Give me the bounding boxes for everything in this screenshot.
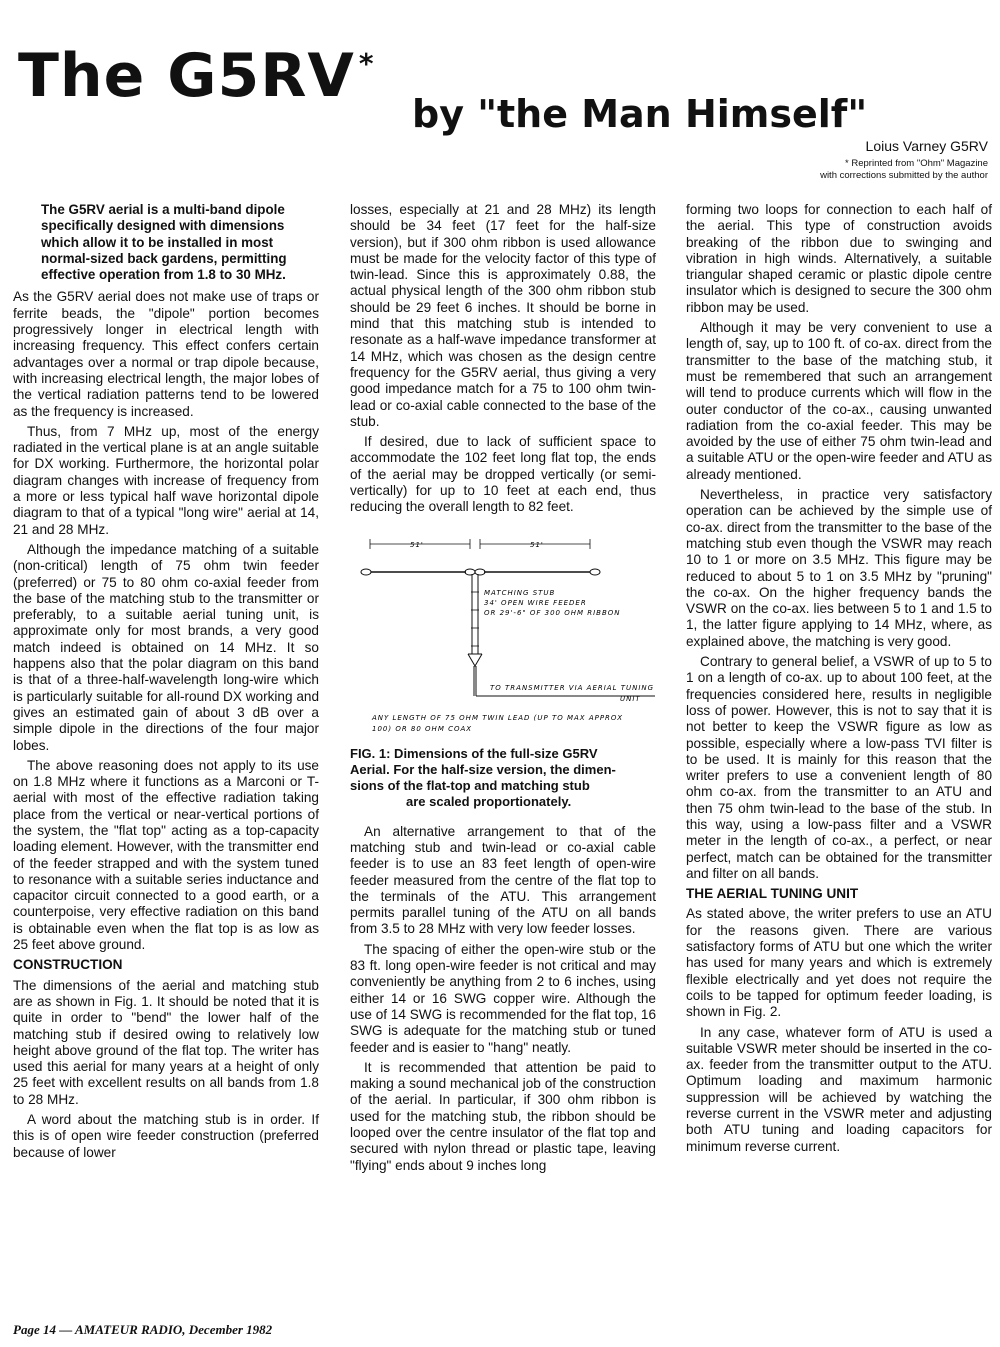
antenna-diagram xyxy=(350,524,656,744)
left-dimension-label: 51' xyxy=(410,540,424,549)
paragraph: If desired, due to lack of sufficient space to accommodate the 102 feet long flat top, the ends of the aerial may be dropped vertically (or semi-vertically) for up to 10 feet at each end, thus reducing the overall length to 82 feet. xyxy=(350,434,656,515)
caption-line-3: sions of the flat-top and matching stub xyxy=(350,777,590,793)
section-heading-construction: CONSTRUCTION xyxy=(13,957,123,973)
stub-label-1: MATCHING STUB xyxy=(484,588,556,597)
paragraph: The dimensions of the aerial and matching stub are as shown in Fig. 1. It should be noted that it is quite in order to "bend" the lower half of the matching stub if desired owing to relatively low height above ground of the flat top. The writer has used this aerial for many years at a height of only 25 feet with excellent results on all bands from 1.8 to 28 MHz. xyxy=(13,977,319,1107)
end-insulator-right xyxy=(590,569,600,575)
reprint-line-2: with corrections submitted by the author xyxy=(820,170,988,181)
stub-junction-icon xyxy=(468,654,482,666)
paragraph: Contrary to general belief, a VSWR of up to 5 to 1 on a length of co-ax. up to about 100 feet, at the frequencies considered here, results in negligible loss of power. However, this is not to say that it is not better to keep the VSWR figure as low as possible, especially where a low-pass TVI filter is to be used. It is mainly for this reason that the writer prefers to use a convenient length of 80 ohm co-ax. from the transmitter to an ATU and then 75 ohm twin-lead to the base of the stub. In this way, using a low-pass filter and a VSWR meter in the length of co-ax., a perfect, or near perfect, match can be obtained for the transmitter and filter on all bands. xyxy=(686,654,992,881)
paragraph: The spacing of either the open-wire stub or the 83 ft. long open-wire feeder is not critical and may conveniently be anything from 2 to 6 inches, using either 14 or 16 SWG copper wire. Although the use of 14 SWG is recommended for the flat top, 16 SWG is adequate for the matching stub or tuned feeder and is easier to "hang" neatly. xyxy=(350,941,657,1055)
paragraph: Although the impedance matching of a suitable (non-critical) length of 75 ohm twin feeder (preferred) or 75 to 80 ohm co-axial feeder from the base of the matching stub to the transmitter or preferably, to a suitable aerial tuning unit, is approximate only for most brands, a very good match indeed is obtained on 14 MHz. It so happens also that the polar diagram on this band is that of a three-half-wavelength long-wire which is particularly suitable for all-round DX working and gives an estimated gain of about 3 dB over a simple dipole in the directions of the four major lobes. xyxy=(13,541,319,753)
column-1 xyxy=(13,202,319,1165)
caption-line-4: are scaled proportionately. xyxy=(406,793,572,809)
figure-1-diagram xyxy=(350,524,656,744)
figure-1-caption xyxy=(350,746,656,810)
centre-insulator xyxy=(465,569,475,575)
stub-label-3: OR 29'-6" OF 300 OHM RIBBON xyxy=(484,608,621,617)
paragraph: The above reasoning does not apply to its use on 1.8 MHz where it functions as a Marconi or T-aerial with most of the effective radiation taking place from the vertical or near-vertical portions of the system, the "flat top" acting as a top-capacity loading element. However, with the transmitter end of the feeder strapped and with the system tuned to resonance with a suitable series inductance and capacitor circuit connected to a good earth, or a counterpoise, very effective radiation on this band is obtainable even when the flat top is as low as 25 feet above ground. xyxy=(13,757,319,953)
paragraph: Nevertheless, in practice very satisfactory operation can be achieved by the simple use of co-ax. direct from the transmitter to the base of the matching stub even though the VSWR may reach 10 to 1 or more on 3.5 MHz. This figure may be reduced to about 5 to 1 on 3.5 MHz by "pruning" the co-ax. On the higher frequency bands the VSWR on the co-ax. lies between 5 to 1 and 1.5 to 1, the latter figure applying to 14 MHz, where, as explained above, the matching is very good. xyxy=(686,487,992,649)
transmitter-label-1: TO TRANSMITTER VIA AERIAL TUNING xyxy=(490,683,655,692)
paragraph: An alternative arrangement to that of the matching stub and twin-lead or co-axial cable feeder is to use an 83 feet length of open-wire feeder measured from the centre of the flat top to the terminals of the ATU. This arrangement permits parallel tuning of the ATU on all bands from 3.5 to 28 MHz with very low feeder losses. xyxy=(350,823,656,937)
stub-label-2: 34' OPEN WIRE FEEDER xyxy=(484,598,587,607)
author-byline: Loius Varney G5RV xyxy=(865,138,988,154)
transmitter-label-2: UNIT xyxy=(620,694,641,703)
column-2 xyxy=(350,202,656,1178)
paragraph: In any case, whatever form of ATU is used a suitable VSWR meter should be inserted in the co-ax. feeder from the transmitter output to the ATU. Optimum loading and maximum harmonic suppression will be achieved by watching the reverse current in the VSWR meter and adjusting both ATU tuning and loading capacitors for minimum reverse current. xyxy=(686,1024,992,1154)
article-subtitle: by "the Man Himself" xyxy=(412,92,868,136)
article-title xyxy=(18,41,375,111)
lead-paragraph: The G5RV aerial is a multi-band dipole specifically designed with dimensions which allow it to be installed in most normal-sized back gardens, permitting effective operation from 1.8 to 30 MHz. xyxy=(41,202,287,283)
lead-label-1: ANY LENGTH OF 75 OHM TWIN LEAD (UP TO MAX APPROX xyxy=(372,713,624,722)
paragraph: losses, especially at 21 and 28 MHz) its length should be 34 feet (17 feet for the half-size version), but if 300 ohm ribbon is used allowance must be made for the velocity factor of this type of twin-lead. Since this is approximately 0.88, the actual physical length of the 300 ohm ribbon stub should be 29 feet 6 inches. It should be borne in mind that this matching stub is intended to resonate as a half-wave impedance transformer at 14 MHz, which was chosen as the design centre frequency for the G5RV aerial, thus giving a very good impedance match for a 75 to 100 ohm twin-lead or co-axial cable connected to the base of the stub. xyxy=(350,202,656,429)
right-dimension-label: 51' xyxy=(530,540,544,549)
page-footer: Page 14 — AMATEUR RADIO, December 1982 xyxy=(13,1322,273,1337)
column-3 xyxy=(686,202,992,1159)
paragraph: A word about the matching stub is in order. If this is of open wire feeder construction (preferred because of lower xyxy=(13,1112,319,1160)
lead-label-2: 100) OR 80 OHM COAX xyxy=(372,724,473,733)
reprint-note xyxy=(820,158,988,182)
caption-line-1: FIG. 1: Dimensions of the full-size G5RV xyxy=(350,745,598,761)
paragraph: It is recommended that attention be paid to making a sound mechanical job of the construction of the aerial. In particular, if 300 ohm ribbon is used for the matching stub, the ribbon should be looped over the centre insulator of the flat top and secured with nylon thread or plastic tape, leaving "flying" ends about 9 inches long xyxy=(350,1059,656,1173)
paragraph: Although it may be very convenient to use a length of, say, up to 100 ft. of co-ax. direct from the transmitter to the base of the matching stub, it must be remembered that such an arrangement will tend to produce currents which will flow in the outer conductor of the co-ax., causing unwanted radiation from the co-axial feeder. This may be avoided by the use of either 75 ohm twin-lead and a suitable ATU or the open-wire feeder and ATU as already mentioned. xyxy=(686,320,992,482)
paragraph: As the G5RV aerial does not make use of traps or ferrite beads, the "dipole" portion becomes progressively longer in electrical length with increasing frequency. This effect confers certain advantages over a normal or trap dipole because, with increasing electrical length, the major lobes of the vertical radiation patterns tend to be lowered as the frequency is increased. xyxy=(13,289,319,419)
caption-line-2: Aerial. For the half-size version, the dimen- xyxy=(350,761,616,777)
paragraph: Thus, from 7 MHz up, most of the energy radiated in the vertical plane is at an angle suitable for DX working. Furthermore, the horizontal polar diagram changes with increase of frequency from a more or less typical half wave horizontal dipole diagram to that of a typical "long wire" aerial at 14, 21 and 28 MHz. xyxy=(13,423,319,537)
title-text: The G5RV xyxy=(18,41,355,111)
reprint-line-1: * Reprinted from "Ohm" Magazine xyxy=(845,158,988,169)
section-heading-atu: THE AERIAL TUNING UNIT xyxy=(686,886,859,902)
paragraph: As stated above, the writer prefers to use an ATU for the reasons given. There are various satisfactory forms of ATU but one which the writer has used for many years and which is extremely flexible electrically and yet does not require the coils to be tapped for optimum feeder loading, is shown in Fig. 2. xyxy=(686,906,992,1020)
paragraph: forming two loops for connection to each half of the aerial. This type of construction avoids breaking of the ribbon due to swinging and vibration in high winds. Alternatively, a suitable triangular shaped ceramic or plastic dipole centre insulator which is designed to secure the 300 ohm ribbon may be used. xyxy=(686,202,992,315)
end-insulator-left xyxy=(361,569,371,575)
title-asterisk: * xyxy=(358,47,375,80)
